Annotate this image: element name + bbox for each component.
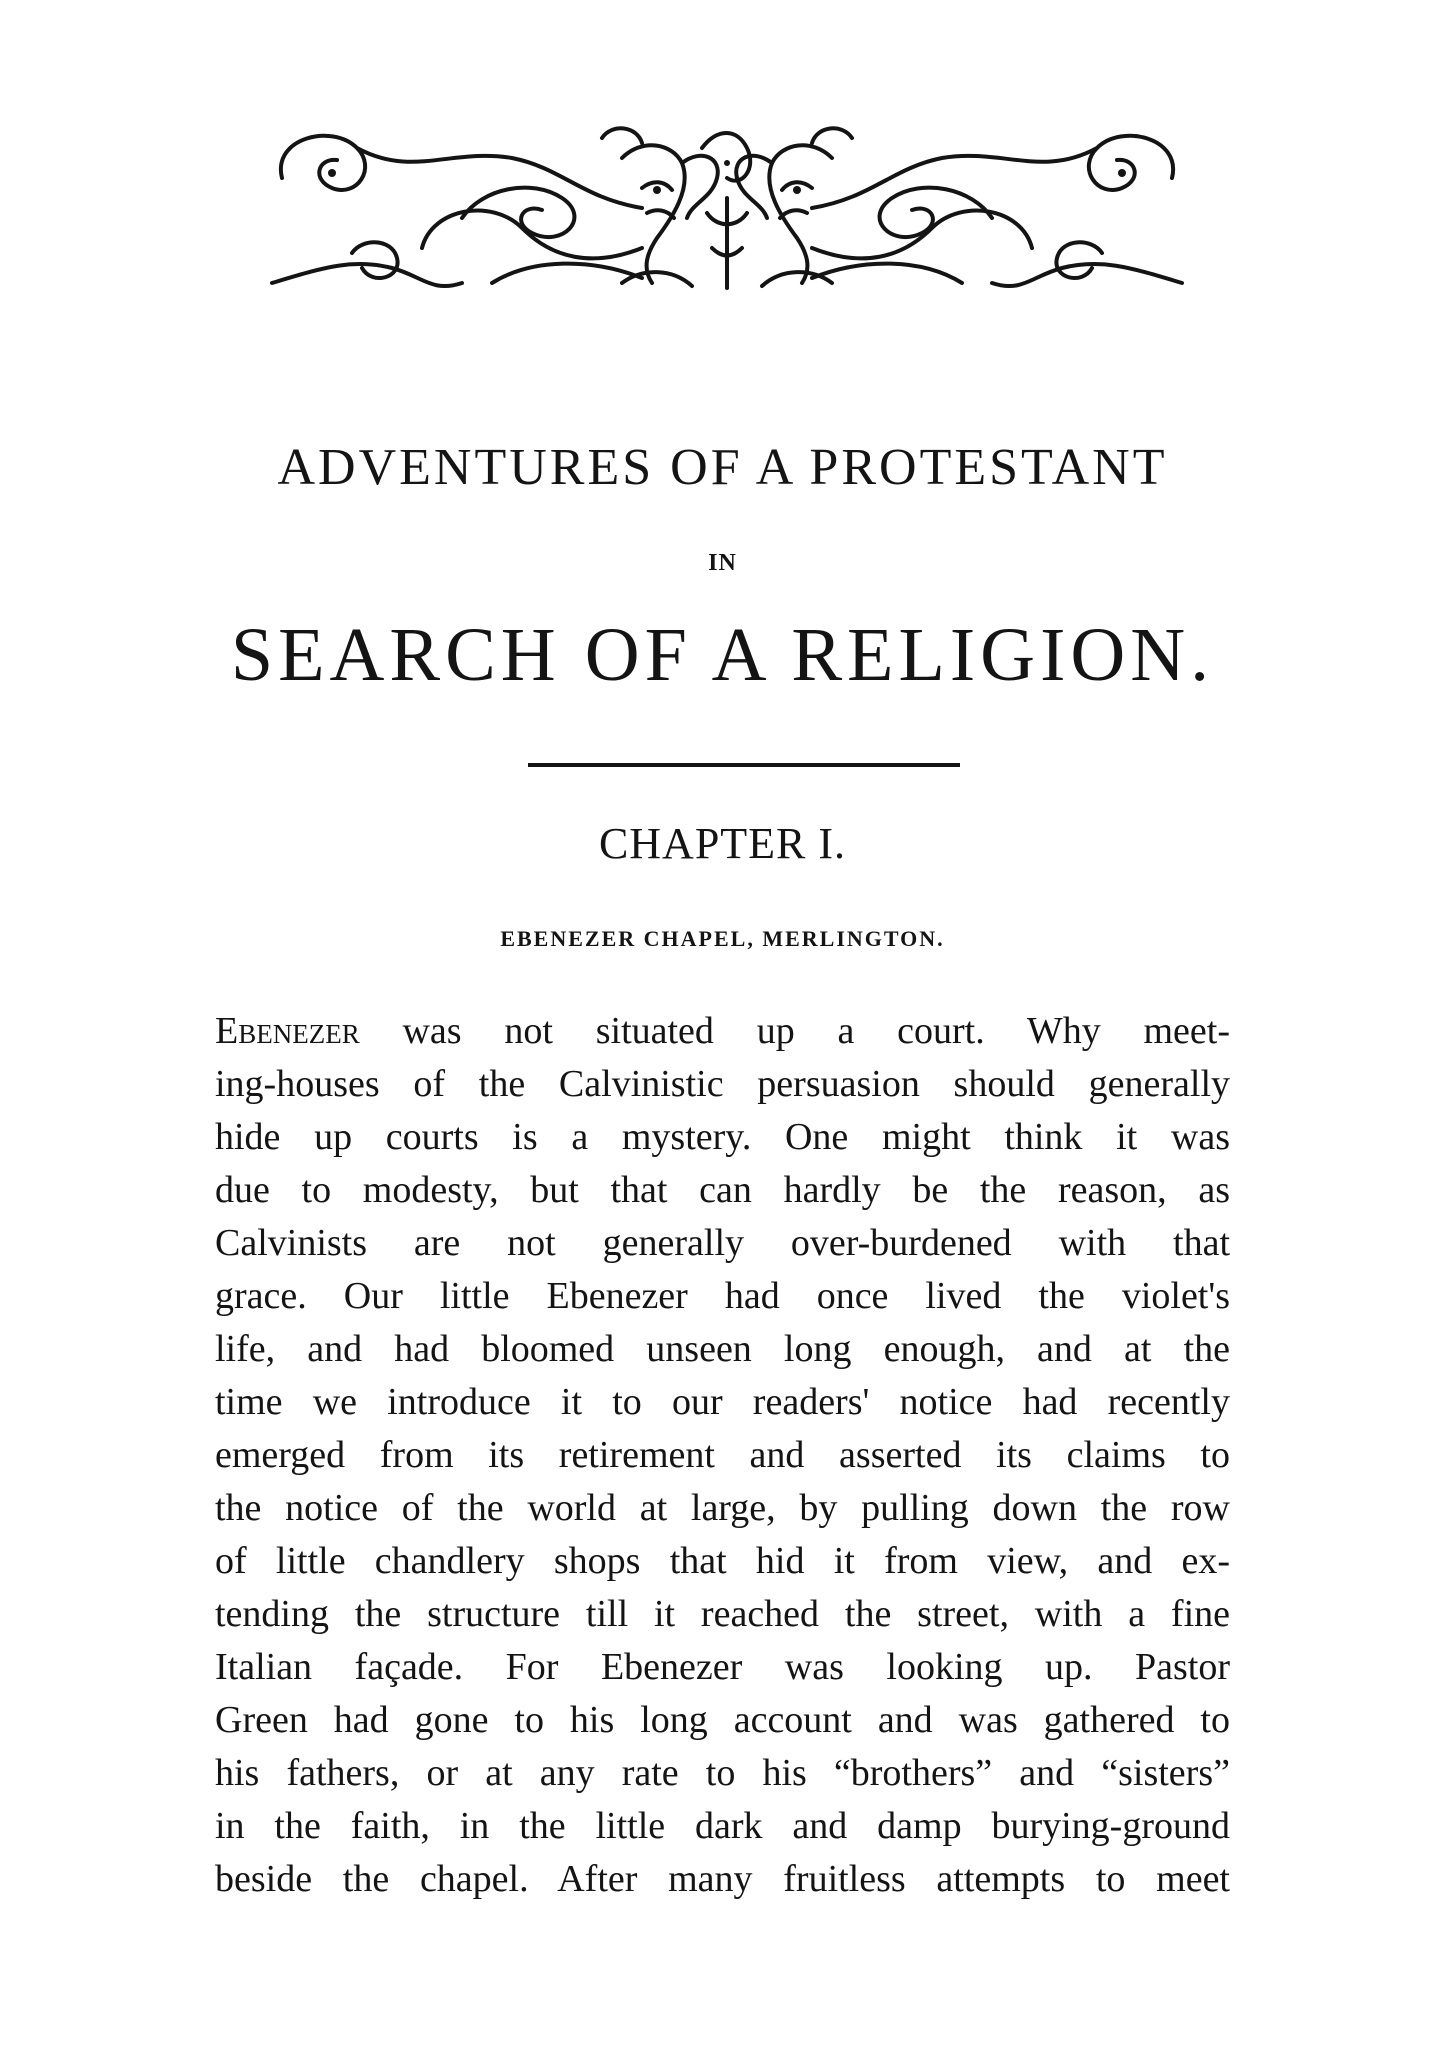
text-line: ing-houses of the Calvinistic persuasion should generally <box>215 1063 1230 1105</box>
opening-word: Ebenezer <box>215 1010 360 1052</box>
title-line-top: ADVENTURES OF A PROTESTANT <box>277 439 1168 496</box>
text-line: in the faith, in the little dark and damp burying-ground <box>215 1805 1230 1847</box>
body-paragraph <box>215 1005 1230 1906</box>
title-connector: IN <box>708 550 737 576</box>
title-line-bottom: SEARCH OF A RELIGION. <box>230 613 1215 697</box>
text-line: tending the structure till it reached the street, with a fine <box>215 1593 1230 1635</box>
text-line: due to modesty, but that can hardly be the reason, as <box>215 1169 1230 1211</box>
text-line: Italian façade. For Ebenezer was looking up. Pastor <box>215 1646 1230 1688</box>
floral-headpiece-ornament-icon <box>262 118 1192 293</box>
text-line: hide up courts is a mystery. One might think it was <box>215 1116 1230 1158</box>
chapter-heading: CHAPTER I. <box>598 819 847 868</box>
text-line-segment: was not situated up a court. Why meet- <box>359 1010 1230 1052</box>
text-line: his fathers, or at any rate to his “brothers” and “sisters” <box>215 1752 1230 1794</box>
text-line: Calvinists are not generally over-burdened with that <box>215 1222 1230 1264</box>
chapter-subtitle: EBENEZER CHAPEL, MERLINGTON. <box>500 926 945 951</box>
text-line: Green had gone to his long account and was gathered to <box>215 1699 1230 1741</box>
text-line: life, and had bloomed unseen long enough, and at the <box>215 1328 1230 1370</box>
title-divider-rule <box>528 763 960 767</box>
text-line: grace. Our little Ebenezer had once lived the violet's <box>215 1275 1230 1317</box>
text-line: emerged from its retirement and asserted its claims to <box>215 1434 1230 1476</box>
text-line: beside the chapel. After many fruitless attempts to meet <box>215 1858 1230 1900</box>
text-line <box>215 1005 1230 1058</box>
text-line: of little chandlery shops that hid it from view, and ex- <box>215 1540 1230 1582</box>
text-line: the notice of the world at large, by pulling down the row <box>215 1487 1230 1529</box>
text-line: time we introduce it to our readers' notice had recently <box>215 1381 1230 1423</box>
